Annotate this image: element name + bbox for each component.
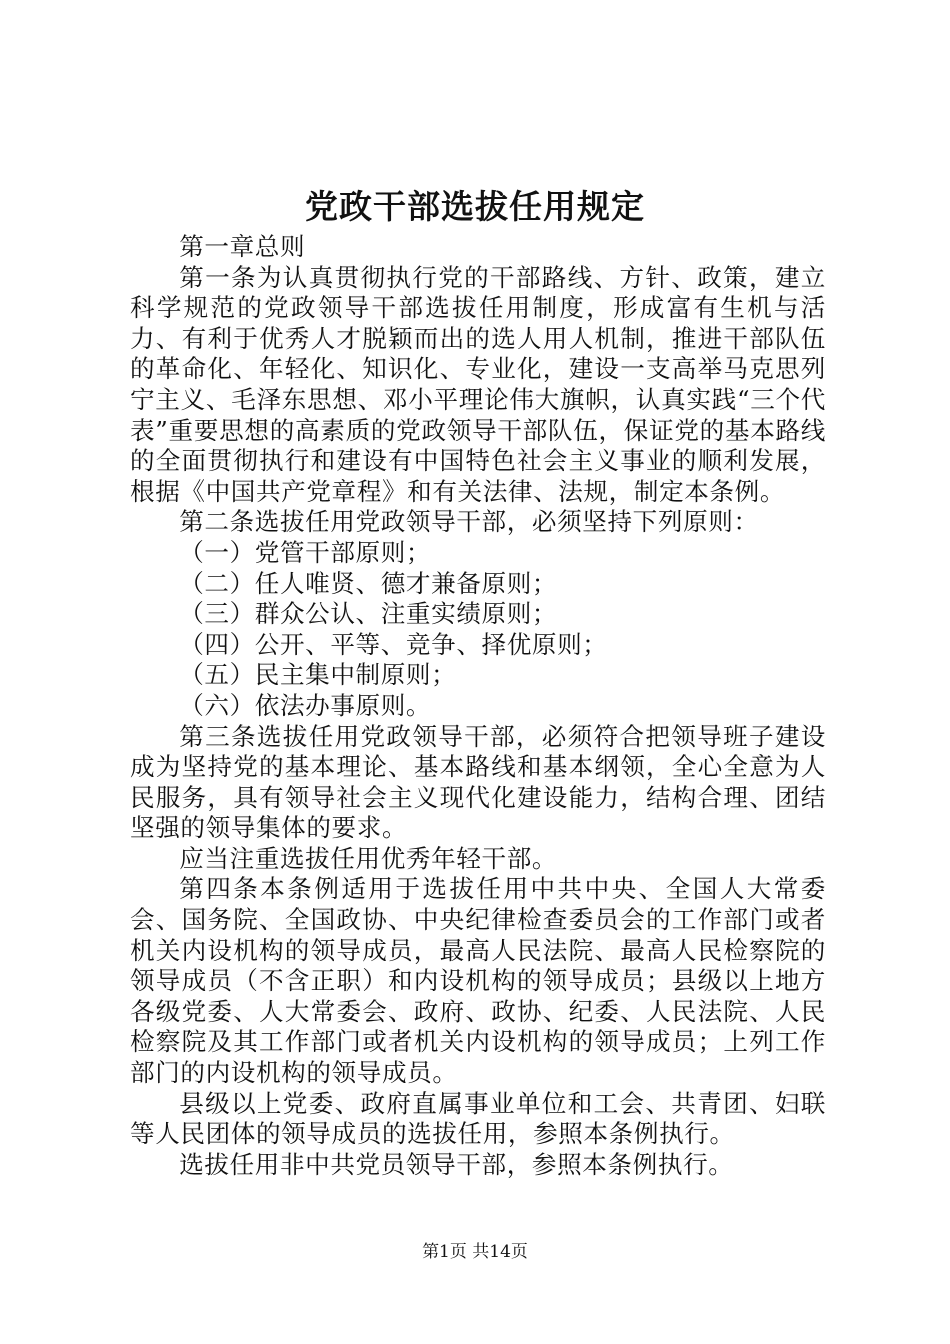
page-number: 第1页 共14页 xyxy=(422,1242,528,1262)
article-3-note: 应当注重选拔任用优秀年轻干部。 xyxy=(179,843,558,873)
article-2: 第二条选拔任用党政领导干部，必须坚持下列原则： xyxy=(179,507,759,537)
principle-1: （一）党管干部原则； xyxy=(179,537,432,567)
chapter-heading: 第一章总则 xyxy=(179,232,306,261)
article-4: 第四条本条例适用于选拔任用中共中央、全国人大常委会、国务院、全国政协、中央纪律检查委员会的工作部门或者机关内设机构的领导成员，最高人民法院、最高人民检察院的领导成员（不含正职）和内设机构的领导成员；县级以上地方各级党委、人大常委会、政府、政协、纪委、人民法院、人民检察院及其工作部门或者机关内设机构的领导成员；上列工作部门的内设机构的领导成员。 xyxy=(130,874,826,1088)
principle-4: （四）公开、平等、竞争、择优原则； xyxy=(179,629,608,659)
article-4-clause-3: 选拔任用非中共党员领导干部，参照本条例执行。 xyxy=(179,1149,734,1179)
principle-5: （五）民主集中制原则； xyxy=(179,660,457,690)
principle-2: （二）任人唯贤、德才兼备原则； xyxy=(179,568,558,598)
principle-6: （六）依法办事原则。 xyxy=(179,690,432,720)
article-4-clause-2: 县级以上党委、政府直属事业单位和工会、共青团、妇联等人民团体的领导成员的选拔任用，参照本条例执行。 xyxy=(130,1088,826,1149)
article-1: 第一条为认真贯彻执行党的干部路线、方针、政策，建立科学规范的党政领导干部选拔任用制度，形成富有生机与活力、有利于优秀人才脱颖而出的选人用人机制，推进干部队伍的革命化、年轻化、知识化、专业化，建设一支高举马克思列宁主义、毛泽东思想、邓小平理论伟大旗帜，认真实践“三个代表”重要思想的高素质的党政领导干部队伍，保证党的基本路线的全面贯彻执行和建设有中国特色社会主义事业的顺利发展，根据《中国共产党章程》和有关法律、法规，制定本条例。 xyxy=(130,262,826,506)
document-title: 党政干部选拔任用规定 xyxy=(305,187,645,226)
document-body xyxy=(130,232,826,1180)
article-3: 第三条选拔任用党政领导干部，必须符合把领导班子建设成为坚持党的基本理论、基本路线和基本纲领，全心全意为人民服务，具有领导社会主义现代化建设能力，结构合理、团结坚强的领导集体的要求。 xyxy=(130,721,826,843)
principle-3: （三）群众公认、注重实绩原则； xyxy=(179,599,558,629)
